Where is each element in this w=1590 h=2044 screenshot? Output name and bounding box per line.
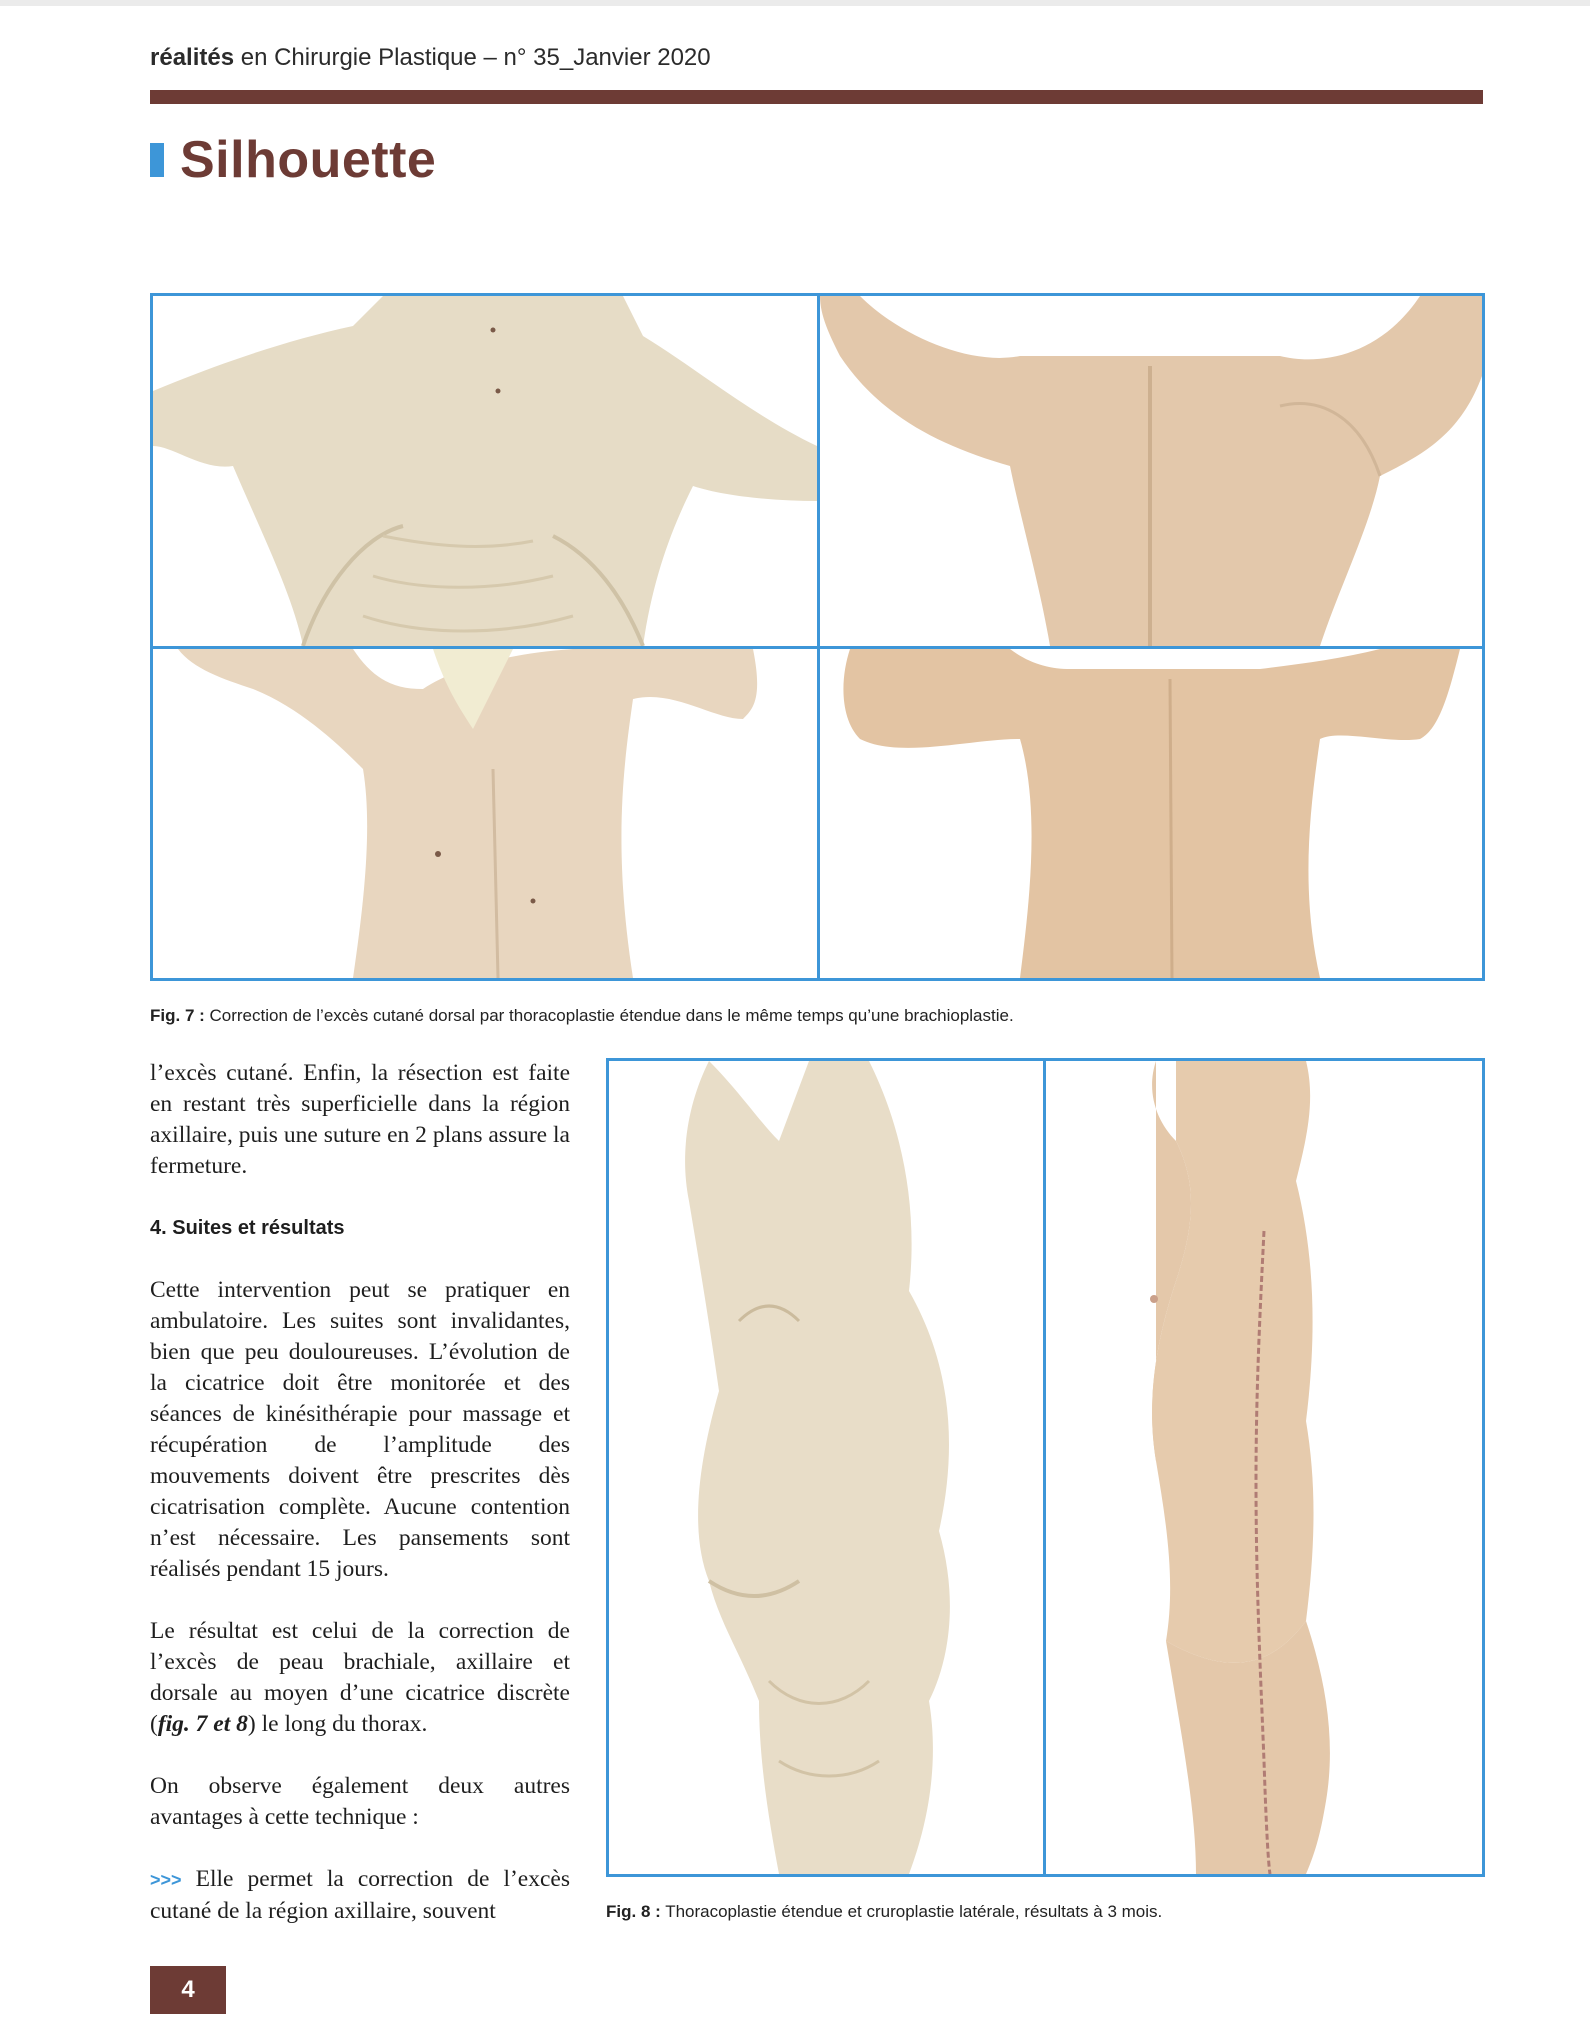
figure-8-grid	[606, 1058, 1485, 1877]
photo-back-before-top-left	[153, 296, 817, 646]
figure-8-caption-text: Thoracoplastie étendue et cruroplastie latérale, résultats à 3 mois.	[660, 1902, 1163, 1921]
photo-side-before	[609, 1061, 1043, 1874]
figure-7-label: Fig. 7 :	[150, 1006, 205, 1025]
result-text-end: ) le long du thorax.	[247, 1711, 428, 1737]
photo-side-after	[1046, 1061, 1482, 1874]
figure-7-caption	[150, 1004, 1014, 1028]
paragraph-resection: l’excès cutané. Enfin, la résection est faite en restant très superficielle dans la région axillaire, puis une suture en 2 plans assure la fermeture.	[150, 1060, 570, 1179]
paragraph-intervention: Cette intervention peut se pratiquer en ambulatoire. Les suites sont invalidantes, bien que peu douloureuses. L’évolution de la cicatrice doit être monitorée et des séances de kinésithérapie pour massage et récupération de l’amplitude des mouvements doivent être prescrites dès cicatrisation complète. Aucune contention n’est nécessaire. Les pansements sont réalisés pendant 15 jours.	[150, 1277, 570, 1582]
journal-brand: réalités	[150, 44, 235, 71]
paragraph-result	[150, 1616, 570, 1740]
page-number: 4	[150, 1966, 226, 2014]
figure-8-caption	[606, 1900, 1162, 1924]
section-title-text: Silhouette	[180, 131, 437, 189]
bullet-text: Elle permet la correction de l’excès cutané de la région axillaire, souvent	[150, 1866, 570, 1924]
journal-issue: en Chirurgie Plastique – n° 35_Janvier 2020	[234, 44, 711, 71]
figure-7-divider-horizontal	[153, 646, 1482, 649]
figure-reference: fig. 7 et 8	[157, 1711, 248, 1737]
figure-7-grid	[150, 293, 1485, 981]
figure-7-caption-text: Correction de l’excès cutané dorsal par thoracoplastie étendue dans le même temps qu’une brachioplastie.	[204, 1006, 1014, 1025]
figure-7-divider-vertical	[817, 296, 820, 978]
running-head	[150, 40, 711, 76]
top-strip	[0, 0, 1590, 6]
section-marker	[150, 143, 164, 177]
photo-back-after-bottom-right	[820, 649, 1482, 978]
photo-back-before-bottom-left	[153, 649, 817, 978]
subheading-suites: 4. Suites et résultats	[150, 1217, 345, 1239]
section-title	[150, 130, 436, 190]
figure-8-label: Fig. 8 :	[606, 1902, 661, 1921]
photo-back-after-top-right	[820, 296, 1482, 646]
result-text-start: Le résultat est celui de la correction de l’excès de peau brachiale, axillaire et dorsale au moyen d’une cicatrice discrète (	[150, 1618, 570, 1737]
figure-8-divider-vertical	[1043, 1061, 1046, 1874]
body-text-column	[150, 1058, 570, 1958]
bullet-arrow-icon: >>>	[150, 1870, 182, 1890]
paragraph-advantages: On observe également deux autres avantages à cette technique :	[150, 1773, 570, 1830]
header-rule	[150, 90, 1483, 104]
bullet-item-axillary	[150, 1864, 570, 1927]
